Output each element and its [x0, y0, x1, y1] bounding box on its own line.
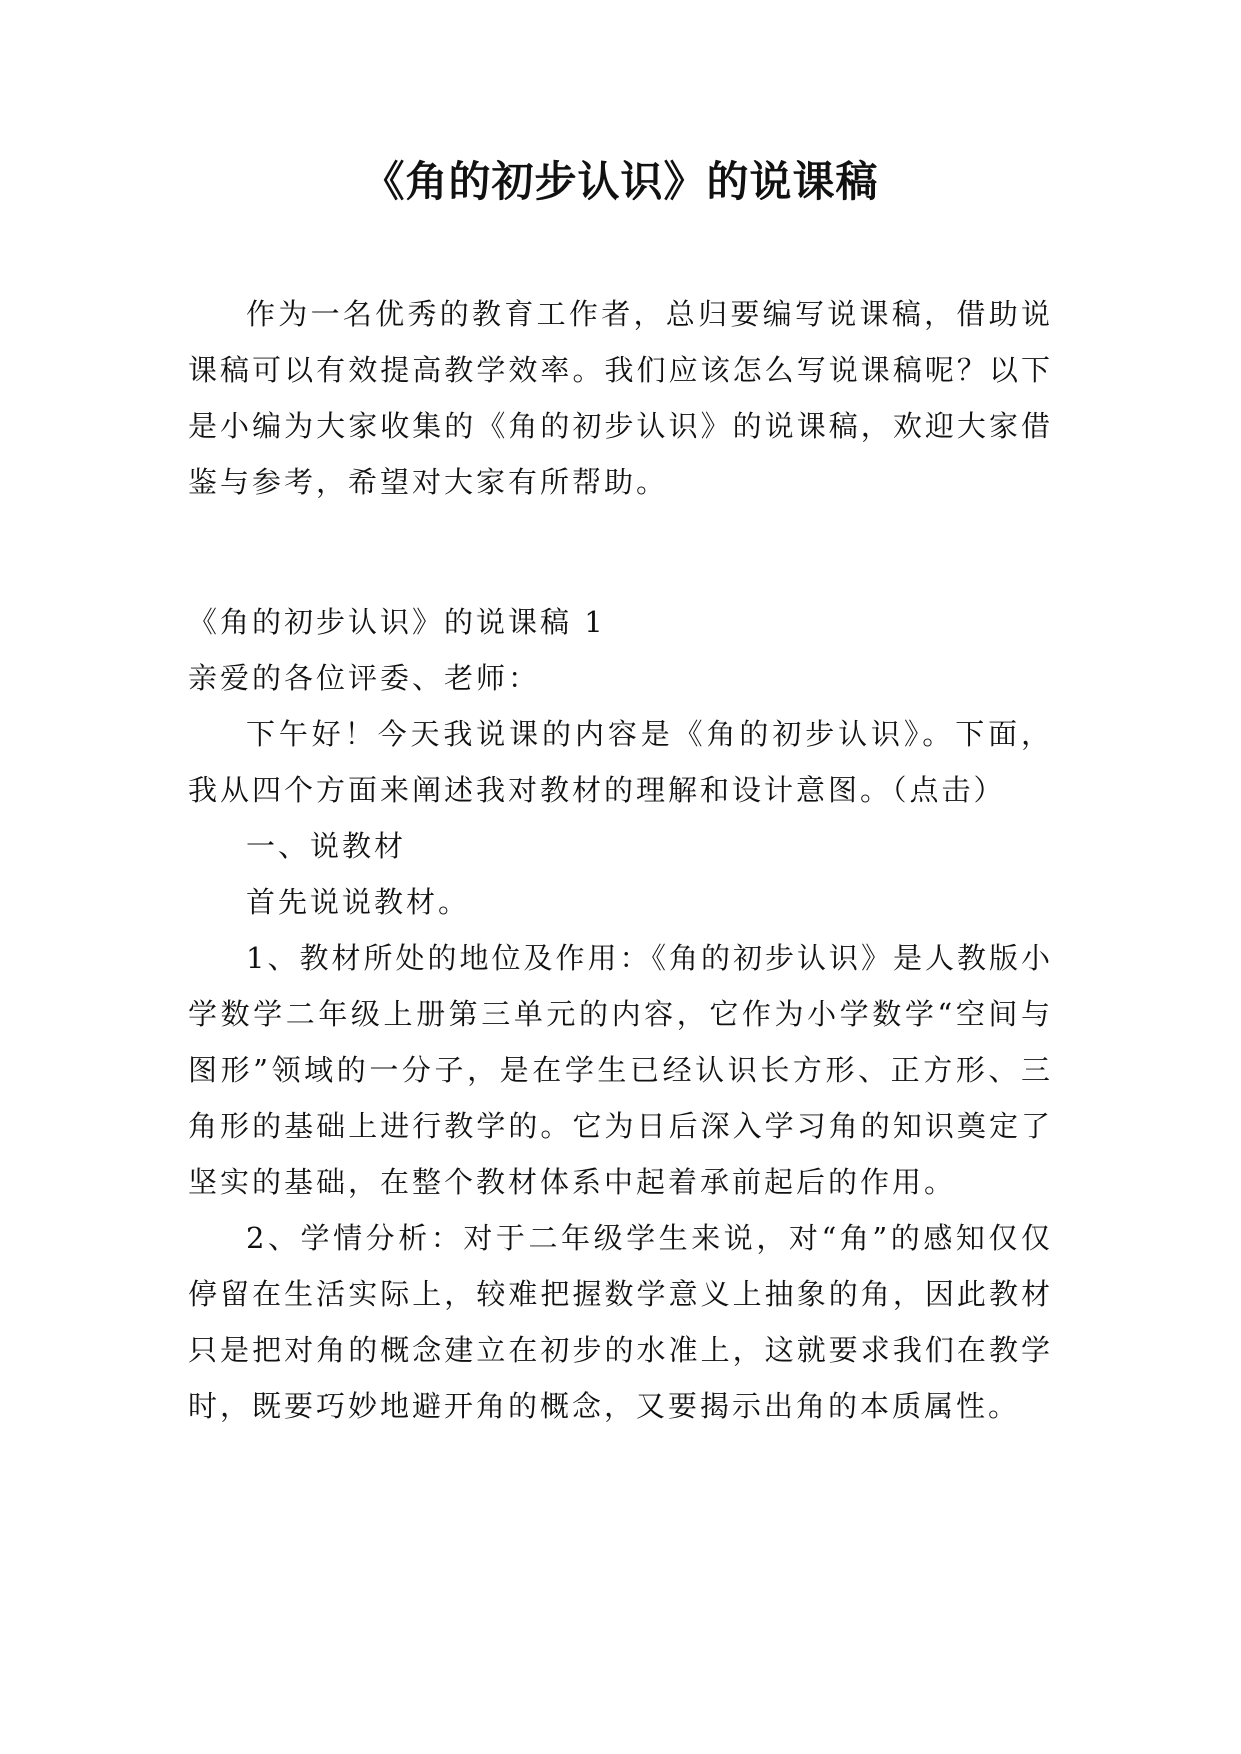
section-gap	[188, 510, 1053, 594]
subheading-textbook: 一、说教材	[246, 829, 407, 863]
textbook-position-paragraph: 1、教材所处的地位及作用：《角的初步认识》是人教版小学数学二年级上册第三单元的内容，它作为小学数学“空间与图形”领域的一分子，是在学生已经认识长方形、正方形、三角形的基础上进行教学的。它为日后深入学习角的知识奠定了坚实的基础，在整个教材体系中起着承前起后的作用。	[188, 941, 1053, 1199]
document-title: 《角的初步认识》的说课稿	[362, 157, 879, 206]
greeting-paragraph: 下午好！今天我说课的内容是《角的初步认识》。下面，我从四个方面来阐述我对教材的理解和设计意图。（点击）	[188, 717, 1053, 807]
salutation: 亲爱的各位评委、老师：	[188, 661, 541, 695]
student-analysis-paragraph: 2、学情分析：对于二年级学生来说，对“角”的感知仅仅停留在生活实际上，较难把握数学意义上抽象的角，因此教材只是把对角的概念建立在初步的水准上，这就要求我们在教学时，既要巧妙地避开角的概念，又要揭示出角的本质属性。	[188, 1221, 1053, 1423]
section-heading: 《角的初步认识》的说课稿 1	[188, 605, 606, 639]
intro-paragraph: 作为一名优秀的教育工作者，总归要编写说课稿，借助说课稿可以有效提高教学效率。我们应该怎么写说课稿呢？以下是小编为大家收集的《角的初步认识》的说课稿，欢迎大家借鉴与参考，希望对大家有所帮助。	[188, 297, 1053, 499]
document-body	[188, 286, 1053, 1434]
textbook-intro-paragraph: 首先说说教材。	[246, 885, 471, 919]
